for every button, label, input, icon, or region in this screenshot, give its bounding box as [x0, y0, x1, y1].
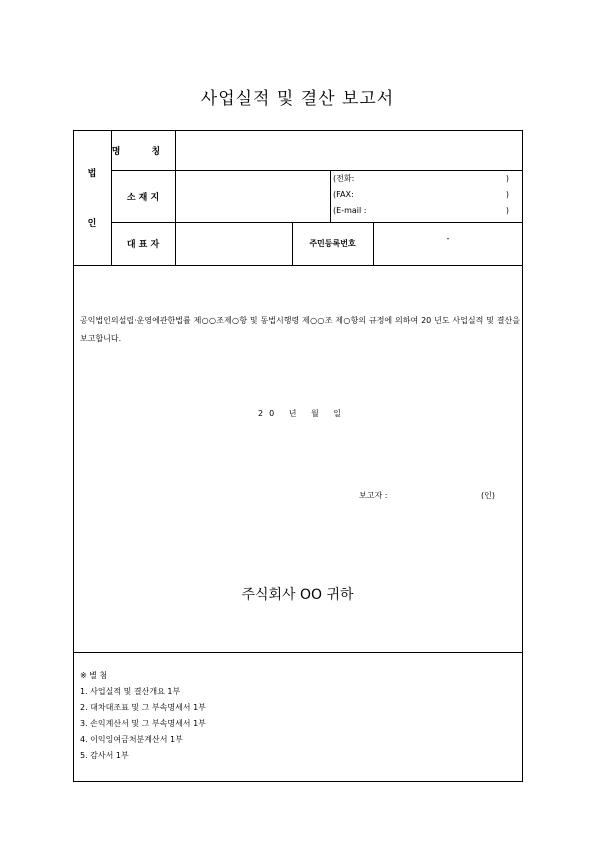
- fax-row[interactable]: [333, 187, 509, 203]
- contact-block: [333, 171, 509, 219]
- resident-number-label: 주민등록번호: [309, 239, 356, 248]
- attachments: [80, 668, 206, 764]
- list-item: 2. 대차대조표 및 그 부속명세서 1부: [80, 703, 206, 712]
- phone-row[interactable]: [333, 171, 509, 187]
- attachments-heading: ※ 별 첨: [80, 671, 108, 680]
- resident-number-dash: -: [446, 234, 450, 244]
- name-field[interactable]: [176, 131, 522, 170]
- fax-close: ): [505, 190, 509, 199]
- divider: [73, 652, 523, 653]
- email-label: (E-mail :: [333, 206, 367, 215]
- corporation-label-bottom: 인: [87, 218, 97, 229]
- address-field[interactable]: [176, 171, 330, 222]
- phone-close: ): [505, 174, 509, 183]
- representative-label-text: 대 표 자: [126, 240, 160, 250]
- list-item: 5. 감사서 1부: [80, 751, 129, 760]
- list-item: 1. 사업실적 및 결산개요 1부: [80, 687, 181, 696]
- fax-label: (FAX:: [333, 190, 354, 199]
- name-label: [111, 130, 175, 170]
- divider: [73, 265, 523, 266]
- report-statement: 공익법인의설립·운영에관한법률 제○○조제○항 및 동법시행령 제○○조 제○항의 규정에 의하여 20 년도 사업실적 및 결산을 보고합니다.: [80, 316, 520, 343]
- seal-mark: (인): [481, 491, 495, 500]
- corporation-label-top: 법: [87, 168, 97, 179]
- recipient: 주식회사 OO 귀하: [241, 587, 354, 603]
- phone-label: (전화:: [333, 174, 355, 183]
- name-label-text: 명 칭: [111, 146, 175, 157]
- report-date-text: 20 년 월 일: [258, 409, 347, 418]
- address-label-text: 소 재 지: [126, 192, 160, 203]
- representative-label: [111, 222, 175, 265]
- representative-field[interactable]: [176, 223, 292, 265]
- report-date: [258, 408, 347, 419]
- divider: [330, 170, 331, 222]
- resident-number-field[interactable]: [374, 222, 522, 256]
- address-label: [111, 170, 175, 222]
- email-close: ): [505, 206, 509, 215]
- reporter-label: 보고자 :: [359, 491, 388, 500]
- list-item: 4. 이익잉여금처분계산서 1부: [80, 735, 183, 744]
- document-title: 사업실적 및 결산 보고서: [200, 89, 395, 109]
- email-row[interactable]: [333, 203, 509, 219]
- list-item: 3. 손익계산서 및 그 부속명세서 1부: [80, 719, 206, 728]
